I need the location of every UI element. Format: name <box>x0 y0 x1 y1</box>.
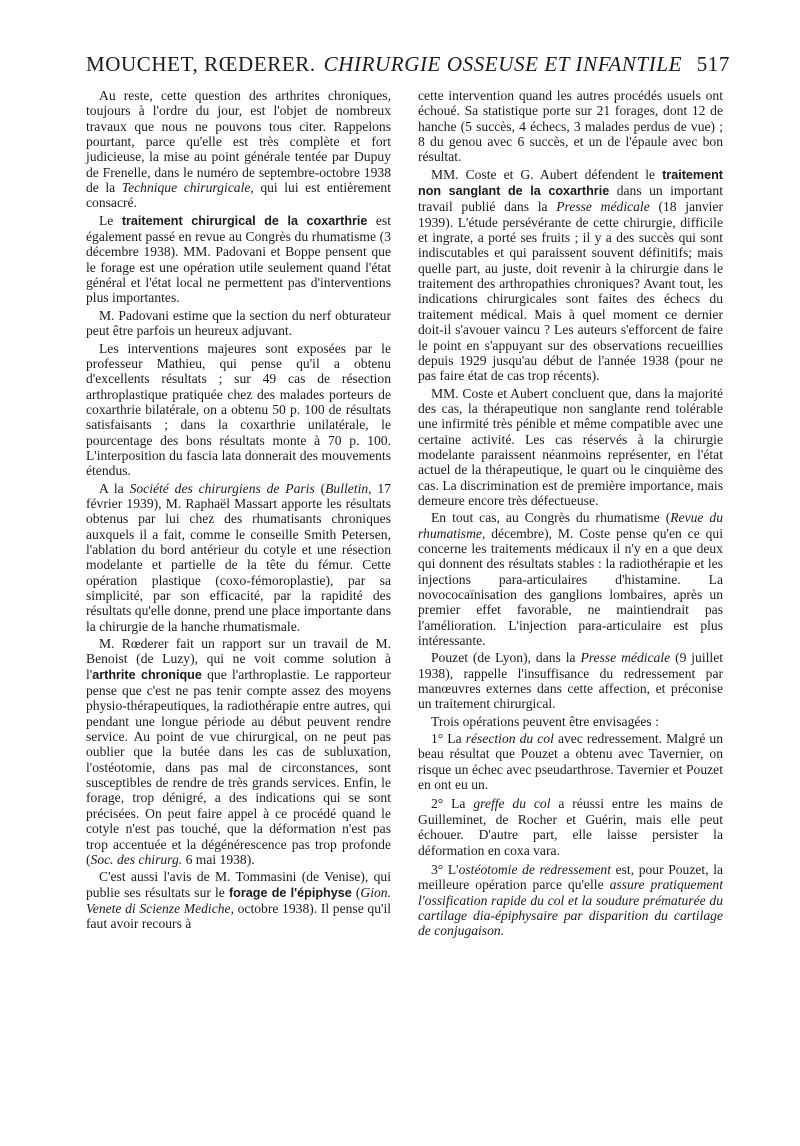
running-header <box>86 52 730 88</box>
journal-title: Soc. des chirurg. <box>90 851 183 867</box>
text: A la <box>99 480 124 496</box>
paragraph <box>86 481 391 634</box>
paragraph <box>418 714 723 729</box>
bold-term: traitement chirurgical de la coxarthrie <box>121 213 368 228</box>
paragraph <box>86 869 391 931</box>
text: 2° La <box>431 796 466 812</box>
text: MM. Coste et G. Aubert défendent le <box>431 166 656 182</box>
text: Au reste, cette question des arthrites chroniques, toujours à l'ordre du jour, est l'objet de nombreux travaux que nous ne pouvons tous citer. Rappelons pourtant, parce qu'elle est très complète et fort judicieuse, la mise au point générale tentée par Dupuy de Frenelle, dans le numéro de septembre-octobre 1938 de la <box>86 88 391 196</box>
italic-term: résection du col <box>465 731 554 747</box>
header-authors: MOUCHET, RŒDERER. <box>86 52 316 76</box>
paragraph <box>86 213 391 306</box>
text: 6 mai 1938). <box>185 851 255 867</box>
text: , octobre 1938). Il pense qu'il faut avoir recours à <box>86 900 391 932</box>
text: avec redressement. Malgré un beau résultat que Pouzet a obtenu avec Tavernier, on risque un échec avec pseudarthrose. Tavernier et Pouzet en ont eu un. <box>418 731 724 793</box>
list-item <box>418 862 723 939</box>
text: Trois opérations peuvent être envisagées : <box>431 713 659 729</box>
text: (18 janvier 1939). L'étude persévérante de cette chirurgie, difficile et ingrate, a porté ses fruits ; il y a des succès qui sont indiscutables et qui paraissent souvent définitifs; mais quelle part, au juste, doit revenir à la chirurgie dans le traitement des arthropathies chroniques? Avant tout, les indications chirurgicales sont faites des échecs du traitement médical. Mais à quel moment ce dernier doit-il s'avouer vaincu ? Les auteurs s'efforcent de faire le point en s'appuyant sur des observations recueillies depuis 1929 jusqu'au début de l'année 1938 (pour ne pas faire état de cas trop récents). <box>418 199 723 384</box>
paragraph <box>86 88 391 211</box>
text: que l'arthroplastie. Le rapporteur pense que c'est ne pas tenir compte assez des moyens physio-thérapeutiques, la radiothérapie entre autres, qui pendant une longue période au début peuvent rendre service. Au point de vue chirurgical, on ne peut pas oublier que la butée dans les cas de subluxation, l'ostéotomie, dans pas mal de circonstances, sont susceptibles de rendre de très grands services. Enfin, le forage, trop dénigré, a des indications qui se sont précisées. On peut faire appel à ce procédé quand le cotyle n'est pas touché, que la déformation n'est pas trop accentuée et la dégénérescence pas trop profonde ( <box>86 666 391 867</box>
text: 3° L' <box>431 861 459 877</box>
text: est également passé en revue au Congrès du rhumatisme (3 décembre 1938). MM. Padovani et Boppe pensent que le forage est une opération utile seulement quand l'état général et l'état local ne permettent pas d'interventions plus importantes. <box>86 212 391 306</box>
list-item <box>418 796 723 857</box>
paragraph <box>418 167 723 384</box>
text: Le <box>99 212 114 228</box>
journal-title: Presse médicale <box>556 199 650 215</box>
text: Pouzet (de Lyon), dans la <box>431 650 576 666</box>
paragraph <box>418 510 723 648</box>
left-column <box>86 88 391 934</box>
text: Les interventions majeures sont exposées par le professeur Mathieu, qui pense qu'il a obtenu d'excellents résultats ; sur 49 cas de résection arthroplastique pratiquée chez des malades porteurs de coxarthrie bilatérale, on a obtenu 50 p. 100 de résultats satisfaisants ; dans la coxarthrie unilatérale, le pourcentage des bons résultats monte à 70 p. 100. L'interposition du fascia lata donnerait des mouvements étendus. <box>86 340 391 479</box>
text: cette intervention quand les autres procédés usuels ont échoué. Sa statistique porte sur 21 forages, dont 12 de hanche (5 succès, 4 échecs, 3 malades perdus de vue) ; 8 du genou avec 6 succès, et un de l'épaule avec bon résultat. <box>418 88 723 165</box>
page-number: 517 <box>696 52 730 76</box>
right-column <box>418 88 723 941</box>
text: En tout cas, au Congrès du rhumatisme ( <box>431 510 671 526</box>
list-item <box>418 731 723 792</box>
journal-title: Revue du rhumatisme <box>418 510 723 541</box>
text: , 17 février 1939), M. Raphaël Massart apporte les résultats obtenus par lui chez des rhumatisants chroniques auxquels il a fait, comme le conseille Smith Petersen, l'ablation du bord antérieur du cotyle et une résection modelante et partielle de la tête du fémur. Cette opération plastique (coxo-fémoroplastie), par sa simplicité, par son efficacité, par la rapidité des résultats qu'elle donne, prend une place importante dans la chirurgie de la hanche rhumatismale. <box>86 480 391 634</box>
society-name: Société des chirurgiens de Paris <box>129 480 315 496</box>
italic-term: ostéotomie de redressement <box>458 861 611 877</box>
italic-term: greffe du col <box>473 796 551 812</box>
journal-title: Presse médicale <box>580 650 671 666</box>
text: est, pour Pouzet, la meilleure opération parce qu'elle <box>418 861 724 893</box>
text: MM. Coste et Aubert concluent que, dans la majorité des cas, la thérapeutique non sanglante rend tolérable une infirmité très pénible et même compatible avec une certaine activité. Les cas réservés à la chirurgie modelante paraissent néanmoins représenter, en l'état actuel de la thérapeutique, le quart ou le cinquième des cas. La discrimination est de première importance, mais demeure encore très défectueuse. <box>418 385 723 508</box>
bold-term: traitement non sanglant de la coxarthrie <box>418 167 723 199</box>
italic-quote: assure pratiquement l'ossification rapide du col et la soudure prématurée du cartilage dia-épiphysaire par disparition du cartilage de conjugaison. <box>418 877 723 939</box>
text: C'est aussi l'avis de M. Tommasini (de Venise), qui publie ses résultats sur le <box>86 869 391 900</box>
text: dans un important travail publié dans la <box>418 183 723 215</box>
paragraph <box>86 308 391 339</box>
journal-title: Bulletin <box>325 480 369 496</box>
journal-title: Gion. Venete di Scienze Mediche <box>86 884 391 916</box>
text: M. Rœderer fait un rapport sur un travail de M. Benoist (de Luzy), qui ne voit comme solution à l' <box>86 636 391 682</box>
paragraph <box>418 386 723 509</box>
text: a réussi entre les mains de Guilleminet, de Rocher et Guérin, mais elle peut échouer. D'autre part, elle laisse persister la déformation en coxa vara. <box>418 796 724 858</box>
text: M. Padovani estime que la section du nerf obturateur peut être parfois un heureux adjuvant. <box>86 307 391 339</box>
text: ( <box>320 480 326 496</box>
paragraph <box>418 88 723 165</box>
header-title: CHIRURGIE OSSEUSE ET INFANTILE <box>323 52 683 76</box>
text: (9 juillet 1938), rappelle l'insuffisance du redressement par manœuvres externes dans cette affection, et préconise un traitement chirurgical. <box>418 650 723 712</box>
bold-term: arthrite chronique <box>92 667 202 682</box>
text: ( <box>355 884 361 900</box>
paragraph <box>86 341 391 479</box>
journal-title: Technique chirurgicale <box>121 180 251 196</box>
text: , décembre), M. Coste pense qu'en ce qui concerne les traitements médicaux il n'y en a que deux qui donnent des résultats stables : la radiothérapie et les injections para-articulaires d'histamine. La novococaïnisation des ganglions lombaires, après un premier effet favorable, ne maintiendrait pas l'amélioration. L'injection para-articulaire est plus intéressante. <box>418 525 723 649</box>
text: , qui lui est entièrement consacré. <box>86 180 391 211</box>
text: 1° La <box>431 731 462 747</box>
paragraph <box>86 636 391 867</box>
paragraph <box>418 650 723 711</box>
bold-term: forage de l'épiphyse <box>228 885 352 900</box>
